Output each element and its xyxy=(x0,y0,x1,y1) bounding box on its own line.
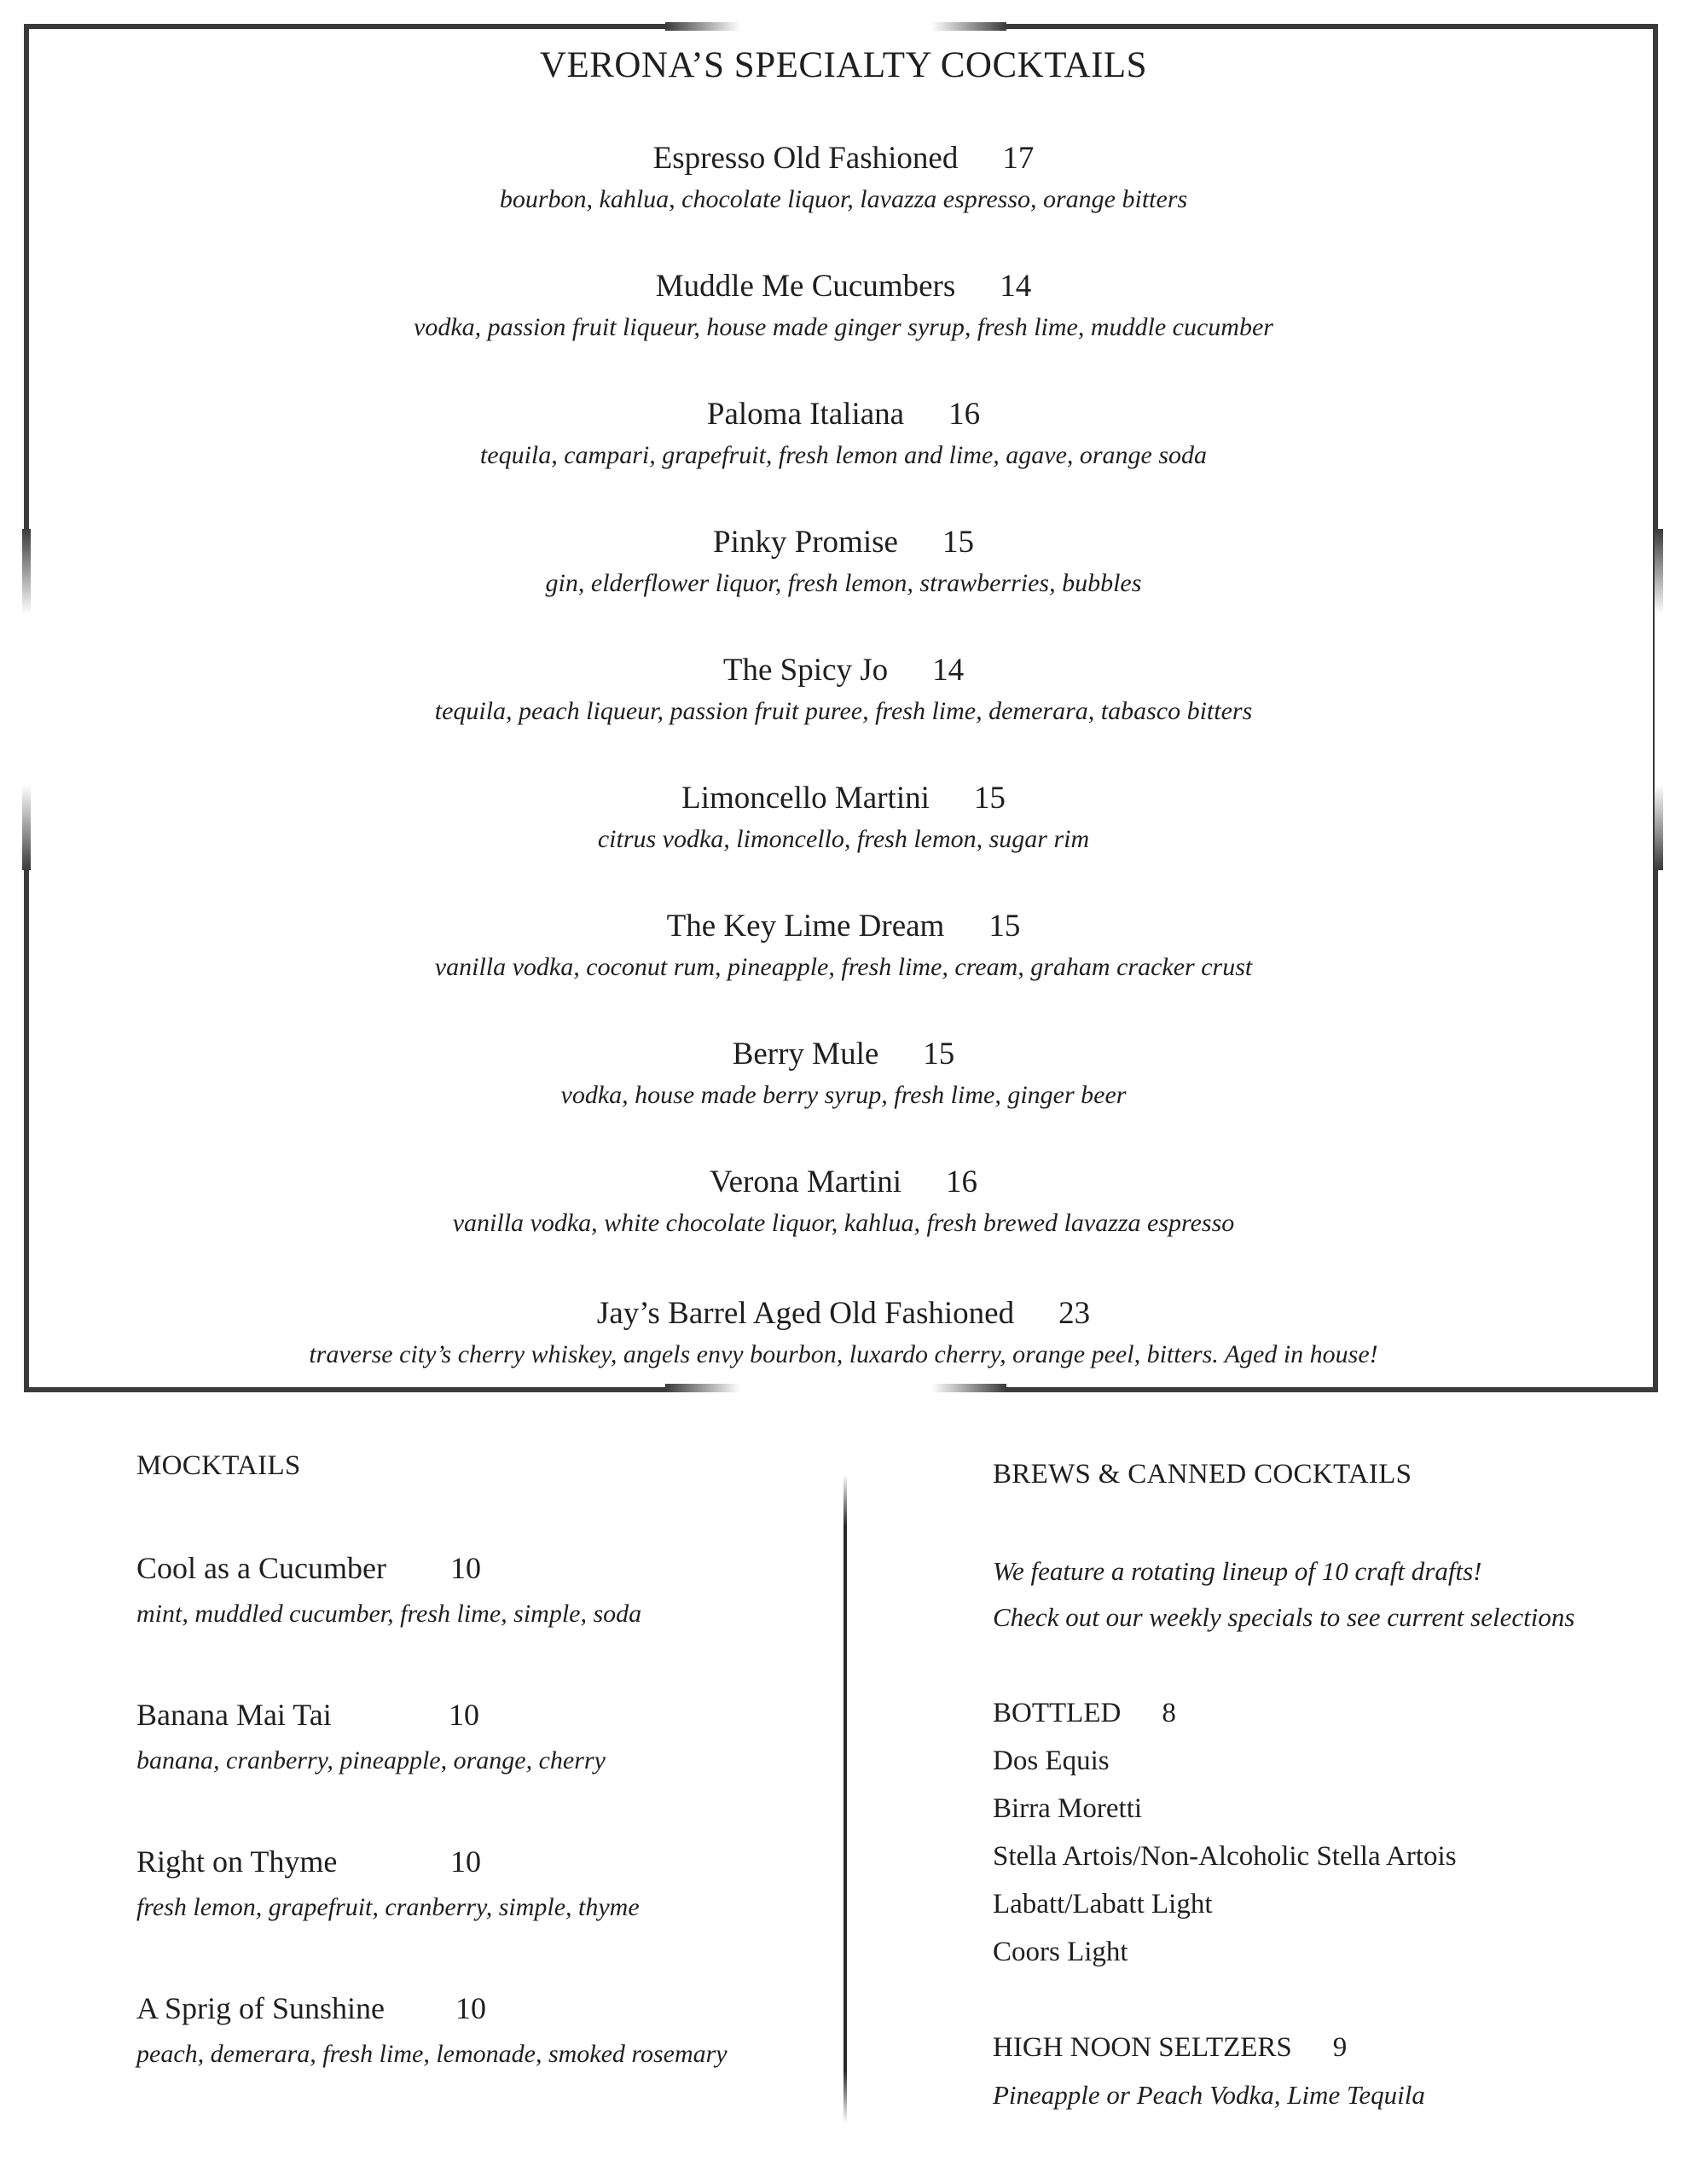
mocktail-name: Right on Thyme xyxy=(136,1844,338,1879)
cocktail-name: Berry Mule xyxy=(732,1037,879,1072)
cocktail-price: 15 xyxy=(923,1037,955,1072)
column-divider xyxy=(844,1474,847,2123)
cocktail-price: 17 xyxy=(1002,141,1035,176)
cocktail-price: 14 xyxy=(932,653,965,688)
cocktail-name: Paloma Italiana xyxy=(706,397,905,432)
cocktail-name: Pinky Promise xyxy=(713,525,898,560)
beer-item: Dos Equis xyxy=(993,1745,1110,1776)
cocktail-item xyxy=(0,524,1687,601)
brews-title: BREWS & CANNED COCKTAILS xyxy=(993,1459,1412,1490)
seltzer-heading xyxy=(993,2032,1347,2064)
seltzer-price: 9 xyxy=(1332,2032,1348,2063)
beer-item: Birra Moretti xyxy=(993,1793,1143,1824)
cocktail-price: 14 xyxy=(1000,269,1032,304)
cocktail-item xyxy=(0,396,1687,473)
beer-item: Stella Artois/Non-Alcoholic Stella Artois xyxy=(993,1841,1457,1872)
cocktail-item xyxy=(0,908,1687,985)
cocktail-description: vanilla vodka, coconut rum, pineapple, fresh lime, cream, graham cracker crust xyxy=(434,953,1253,981)
mocktail-price: 10 xyxy=(450,1551,481,1585)
seltzer-description: Pineapple or Peach Vodka, Lime Tequila xyxy=(993,2080,1425,2110)
cocktail-description: vodka, house made berry syrup, fresh lime, ginger beer xyxy=(560,1081,1127,1109)
cocktail-description: tequila, peach liqueur, passion fruit puree, fresh lime, demerara, tabasco bitters xyxy=(434,697,1253,725)
drafts-note-line1: We feature a rotating lineup of 10 craft drafts! xyxy=(993,1556,1482,1586)
cocktail-name: The Spicy Jo xyxy=(722,653,889,688)
cocktail-description: tequila, campari, grapefruit, fresh lemon and lime, agave, orange soda xyxy=(479,441,1208,469)
cocktail-name: Espresso Old Fashioned xyxy=(652,141,959,176)
cocktail-item xyxy=(0,1164,1687,1240)
cocktail-item xyxy=(0,652,1687,729)
mocktail-item xyxy=(136,1549,819,1631)
mocktail-description: banana, cranberry, pineapple, orange, cherry xyxy=(136,1746,606,1774)
cocktail-item xyxy=(0,1295,1687,1372)
mocktail-item xyxy=(136,1843,819,1925)
cocktail-name: Limoncello Martini xyxy=(681,781,930,816)
mocktails-title: MOCKTAILS xyxy=(136,1450,301,1481)
cocktail-description: vodka, passion fruit liqueur, house made ginger syrup, fresh lime, muddle cucumber xyxy=(414,313,1273,341)
cocktail-price: 23 xyxy=(1058,1296,1091,1331)
mocktail-name: Cool as a Cucumber xyxy=(136,1551,386,1585)
mocktail-price: 10 xyxy=(450,1844,481,1879)
mocktail-description: peach, demerara, fresh lime, lemonade, smoked rosemary xyxy=(136,2040,728,2068)
cocktail-name: Muddle Me Cucumbers xyxy=(655,269,956,304)
mocktail-item xyxy=(136,1989,819,2071)
mocktail-description: fresh lemon, grapefruit, cranberry, simple, thyme xyxy=(136,1893,640,1921)
bottled-price: 8 xyxy=(1162,1698,1176,1728)
mocktail-price: 10 xyxy=(455,1991,486,2025)
mocktail-price: 10 xyxy=(449,1698,479,1732)
beer-item: Coors Light xyxy=(993,1937,1128,1967)
cocktail-name: Jay’s Barrel Aged Old Fashioned xyxy=(596,1296,1015,1331)
cocktail-item xyxy=(0,268,1687,345)
drafts-note-line2: Check out our weekly specials to see current selections xyxy=(993,1602,1575,1632)
cocktail-description: bourbon, kahlua, chocolate liquor, lavazza espresso, orange bitters xyxy=(499,185,1188,213)
cocktail-name: The Key Lime Dream xyxy=(666,909,945,944)
bottled-heading xyxy=(993,1698,1176,1729)
mocktail-name: Banana Mai Tai xyxy=(136,1698,332,1732)
cocktail-item xyxy=(0,1036,1687,1112)
mocktail-item xyxy=(136,1696,819,1778)
cocktail-price: 16 xyxy=(946,1165,978,1199)
seltzer-label: HIGH NOON SELTZERS xyxy=(993,2032,1292,2063)
beer-item: Labatt/Labatt Light xyxy=(993,1889,1213,1920)
cocktail-description: citrus vodka, limoncello, fresh lemon, sugar rim xyxy=(597,825,1090,853)
cocktail-description: gin, elderflower liquor, fresh lemon, strawberries, bubbles xyxy=(545,569,1142,597)
cocktail-price: 15 xyxy=(942,525,974,560)
mocktail-name: A Sprig of Sunshine xyxy=(136,1991,386,2025)
cocktail-price: 15 xyxy=(988,909,1021,944)
cocktail-description: traverse city’s cherry whiskey, angels envy bourbon, luxardo cherry, orange peel, bitters. Aged in house! xyxy=(309,1340,1378,1368)
cocktail-item xyxy=(0,780,1687,857)
cocktail-description: vanilla vodka, white chocolate liquor, kahlua, fresh brewed lavazza espresso xyxy=(452,1209,1235,1237)
cocktail-item xyxy=(0,140,1687,217)
bottled-label: BOTTLED xyxy=(993,1698,1122,1728)
frame-gap-top xyxy=(665,22,1006,31)
cocktail-price: 16 xyxy=(948,397,981,432)
cocktail-name: Verona Martini xyxy=(709,1165,902,1199)
frame-gap-bottom xyxy=(665,1384,1006,1392)
mocktail-description: mint, muddled cucumber, fresh lime, simple, soda xyxy=(136,1600,642,1628)
cocktail-price: 15 xyxy=(973,781,1006,816)
specialty-title: VERONA’S SPECIALTY COCKTAILS xyxy=(539,45,1148,85)
mocktails-section xyxy=(136,1450,819,2068)
